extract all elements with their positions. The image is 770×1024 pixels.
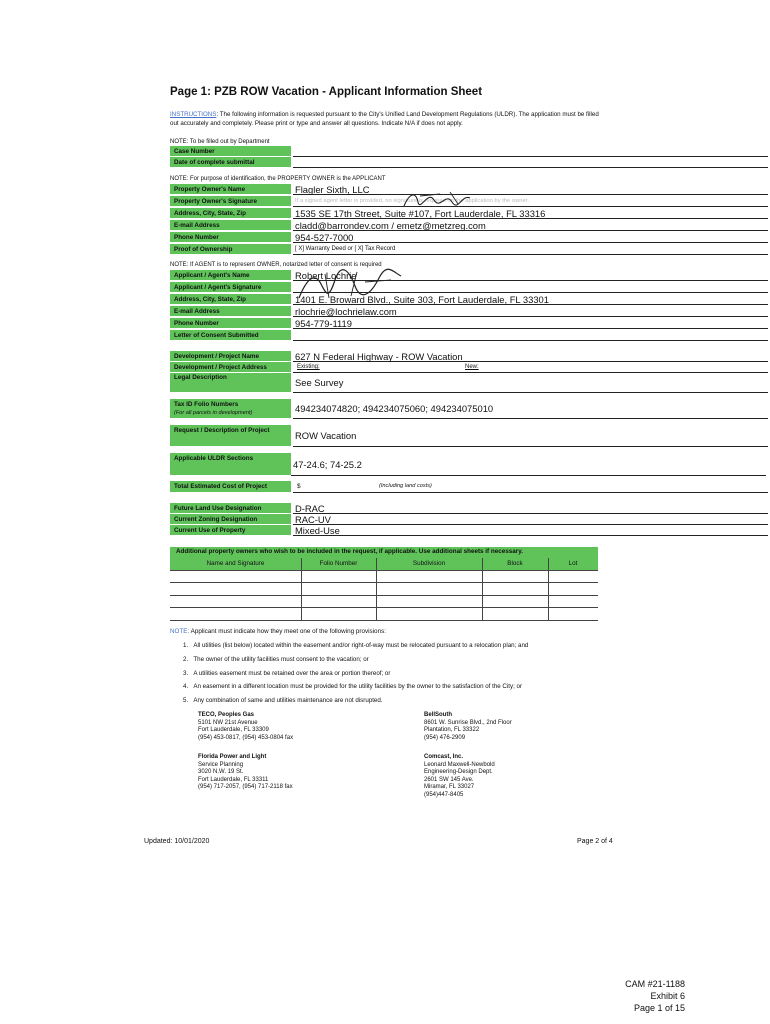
footer-updated: Updated: 10/01/2020 — [144, 838, 210, 845]
contact-bellsouth — [424, 712, 512, 742]
contact-name: TECO, Peoples Gas — [198, 712, 255, 718]
provision-number: 4. — [183, 683, 189, 690]
folio-label: Tax ID Folio Numbers — [174, 401, 239, 408]
footer-page-number: Page 2 of 4 — [577, 838, 613, 845]
cell-divider — [301, 571, 302, 583]
field-value[interactable]: Robert Lochrie — [293, 270, 768, 281]
provision-text: The owner of the utility facilities must consent to the vacation; or — [193, 656, 369, 663]
contact-line: Service Planning — [198, 761, 244, 768]
cost-note: (Including land costs) — [379, 483, 432, 489]
address-existing-label: Existing: — [297, 364, 320, 370]
provision-item — [183, 683, 522, 690]
field-label: Request / Description of Project — [170, 425, 291, 447]
address-new-label: New: — [465, 364, 479, 370]
provision-text: An easement in a different location must be provided for the utility facilities by the owner to the satisfaction of the City; or — [193, 683, 523, 690]
field-value[interactable]: 954-527-7000 — [293, 232, 768, 243]
provision-text: A utilities easement must be retained over the area or portion thereof; or — [193, 670, 391, 677]
cell-divider — [548, 608, 549, 620]
field-value[interactable]: 627 N Federal Highway - ROW Vacation — [293, 351, 768, 362]
field-label: Applicant / Agent's Name — [170, 270, 291, 281]
contact-name: BellSouth — [424, 712, 452, 718]
table-row[interactable] — [170, 608, 598, 621]
field-value[interactable]: 494234074820; 494234075060; 494234075010 — [293, 399, 768, 419]
field-value[interactable] — [293, 146, 768, 157]
contact-line: 3020 N.W. 19 St. — [198, 769, 244, 776]
table-row[interactable] — [170, 571, 598, 584]
cell-divider — [482, 571, 483, 583]
column-header: Subdivision — [376, 558, 483, 570]
cell-divider — [376, 583, 377, 595]
contact-line: (954) 717-2057, (954) 717-2118 fax — [198, 784, 293, 791]
cell-divider — [301, 608, 302, 620]
contact-line: Miramar, FL 33027 — [424, 784, 475, 791]
field-value[interactable]: 47-24.6; 74-25.2 — [291, 453, 766, 476]
provision-number: 3. — [183, 670, 189, 677]
table-row[interactable] — [170, 596, 598, 609]
field-label: Total Estimated Cost of Project — [170, 481, 291, 493]
provision-item — [183, 642, 528, 649]
additional-owners-table — [170, 558, 598, 621]
provision-number: 1. — [183, 642, 189, 649]
contact-line: (954) 453-0817, (954) 453-0804 fax — [198, 734, 294, 741]
cell-divider — [482, 583, 483, 595]
cell-divider — [548, 583, 549, 595]
provision-number: 5. — [183, 697, 189, 704]
address-values — [293, 362, 768, 373]
field-label: Letter of Consent Submitted — [170, 330, 291, 341]
field-label: E-mail Address — [170, 306, 291, 317]
field-value[interactable]: 1535 SE 17th Street, Suite #107, Fort Lauderdale, FL 33316 — [293, 208, 768, 219]
cell-divider — [376, 596, 377, 608]
contact-line: Fort Lauderdale, FL 33309 — [198, 727, 269, 734]
owner-note: NOTE: For purpose of identification, the PROPERTY OWNER is the APPLICANT — [170, 176, 386, 182]
field-value[interactable]: Flagler Sixth, LLC — [293, 184, 768, 195]
field-label: Address, City, State, Zip — [170, 294, 291, 305]
field-label: Case Number — [170, 146, 291, 157]
field-label: Development / Project Address — [170, 362, 291, 373]
field-value[interactable]: Mixed-Use — [293, 525, 768, 536]
contact-comcast — [424, 754, 495, 800]
field-label: Current Use of Property — [170, 525, 291, 536]
page-title: Page 1: PZB ROW Vacation - Applicant Information Sheet — [170, 86, 483, 98]
cell-divider — [548, 571, 549, 583]
owner-signature-scribble — [400, 188, 480, 210]
contact-line: Plantation, FL 33322 — [424, 727, 480, 734]
cell-divider — [376, 571, 377, 583]
exhibit-page: Page 1 of 15 — [633, 1003, 685, 1013]
field-value[interactable]: rlochrie@lochrielaw.com — [293, 306, 768, 317]
field-label: Phone Number — [170, 232, 291, 243]
cell-divider — [482, 596, 483, 608]
field-label — [170, 399, 291, 419]
field-label: Applicant / Agent's Signature — [170, 282, 291, 293]
field-value[interactable]: cladd@barrondev.com / emetz@metzreg.com — [293, 220, 768, 231]
contact-teco — [198, 712, 293, 742]
field-label: Future Land Use Designation — [170, 503, 291, 514]
column-header: Block — [482, 558, 549, 570]
provision-text: All utilities (list below) located within the easement and/or right-of-way must be relocated pursuant to a relocation plan; and — [193, 642, 529, 649]
field-label: Phone Number — [170, 318, 291, 329]
exhibit-stamp — [625, 978, 685, 1014]
contact-line: (954)447-8405 — [424, 791, 464, 798]
provision-item — [183, 670, 390, 677]
cell-divider — [482, 608, 483, 620]
contact-line: (954) 476-2909 — [424, 734, 466, 741]
field-value[interactable]: ROW Vacation — [293, 425, 768, 447]
field-label: E-mail Address — [170, 220, 291, 231]
provision-item — [183, 656, 369, 663]
field-label: Legal Description — [170, 373, 291, 393]
contact-line: Leonard Maxwell-Newbold — [424, 761, 495, 768]
folio-sublabel: (For all parcels in development) — [174, 410, 253, 416]
cost-value[interactable]: $ — [297, 483, 301, 490]
field-value[interactable]: RAC-UV — [293, 514, 768, 525]
contact-line: 5101 NW 21st Avenue — [198, 719, 258, 726]
instructions-keyword: INSTRUCTIONS — [170, 111, 217, 118]
exhibit-number: Exhibit 6 — [650, 991, 685, 1001]
provisions-note — [170, 628, 386, 635]
field-value[interactable]: D-RAC — [293, 503, 768, 514]
field-value[interactable]: 1401 E. Broward Blvd., Suite 303, Fort Lauderdale, FL 33301 — [293, 294, 768, 305]
instructions-text: : The following information is requested pursuant to the City's Unified Land Development Regulations (ULDR). The application must be filled out accurately and completely. Please print or type and answer all questions. Indicate N/A if does not apply. — [170, 111, 599, 127]
field-value[interactable]: [ X] Warranty Deed or [ X] Tax Record — [293, 244, 768, 255]
provisions-note-text: Applicant must indicate how they meet one of the following provisions: — [189, 628, 386, 635]
field-value[interactable]: See Survey — [293, 373, 768, 393]
field-value[interactable] — [293, 157, 768, 168]
field-value[interactable]: If a signed agent letter is provided, no signature is required on the application by the owner. — [293, 196, 768, 207]
contact-line: 8601 W. Sunrise Blvd., 2nd Floor — [424, 719, 512, 726]
field-label: Property Owner's Name — [170, 184, 291, 195]
additional-owners-title: Additional property owners who wish to be included in the request, if applicable. Use additional sheets if necessary. — [176, 548, 523, 555]
cell-divider — [548, 596, 549, 608]
field-label: Property Owner's Signature — [170, 196, 291, 207]
cell-divider — [301, 596, 302, 608]
field-label: Development / Project Name — [170, 351, 291, 362]
field-value[interactable] — [293, 330, 768, 341]
field-label: Current Zoning Designation — [170, 514, 291, 525]
contact-name: Comcast, Inc. — [424, 754, 464, 760]
contact-line: Engineering-Design Dept. — [424, 769, 493, 776]
column-header: Folio Number — [301, 558, 377, 570]
cost-values — [293, 481, 768, 493]
agent-note: NOTE: If AGENT is to represent OWNER, notarized letter of consent is required — [170, 262, 382, 268]
contact-line: 2601 SW 145 Ave. — [424, 776, 474, 783]
field-value[interactable]: 954-779-1119 — [293, 318, 768, 329]
field-label: Address, City, State, Zip — [170, 208, 291, 219]
field-label: Date of complete submittal — [170, 157, 291, 168]
provision-number: 2. — [183, 656, 189, 663]
table-row[interactable] — [170, 583, 598, 596]
provision-text: Any combination of same and utilities maintenance are not disrupted. — [193, 697, 383, 704]
contact-fpl — [198, 754, 293, 792]
field-label: Applicable ULDR Sections — [170, 453, 291, 476]
field-label: Proof of Ownership — [170, 244, 291, 255]
dept-note: NOTE: To be filled out by Department — [170, 139, 270, 145]
column-header: Name and Signature — [170, 558, 302, 570]
cell-divider — [376, 608, 377, 620]
provisions-note-keyword: NOTE: — [170, 628, 190, 635]
column-header: Lot — [568, 560, 578, 567]
contact-line: Fort Lauderdale, FL 33311 — [198, 776, 269, 783]
contact-name: Florida Power and Light — [198, 754, 267, 760]
table-header-row — [170, 558, 598, 571]
provision-item — [183, 697, 383, 704]
instructions — [170, 111, 602, 128]
cell-divider — [301, 583, 302, 595]
exhibit-cam: CAM #21-1188 — [625, 979, 685, 989]
